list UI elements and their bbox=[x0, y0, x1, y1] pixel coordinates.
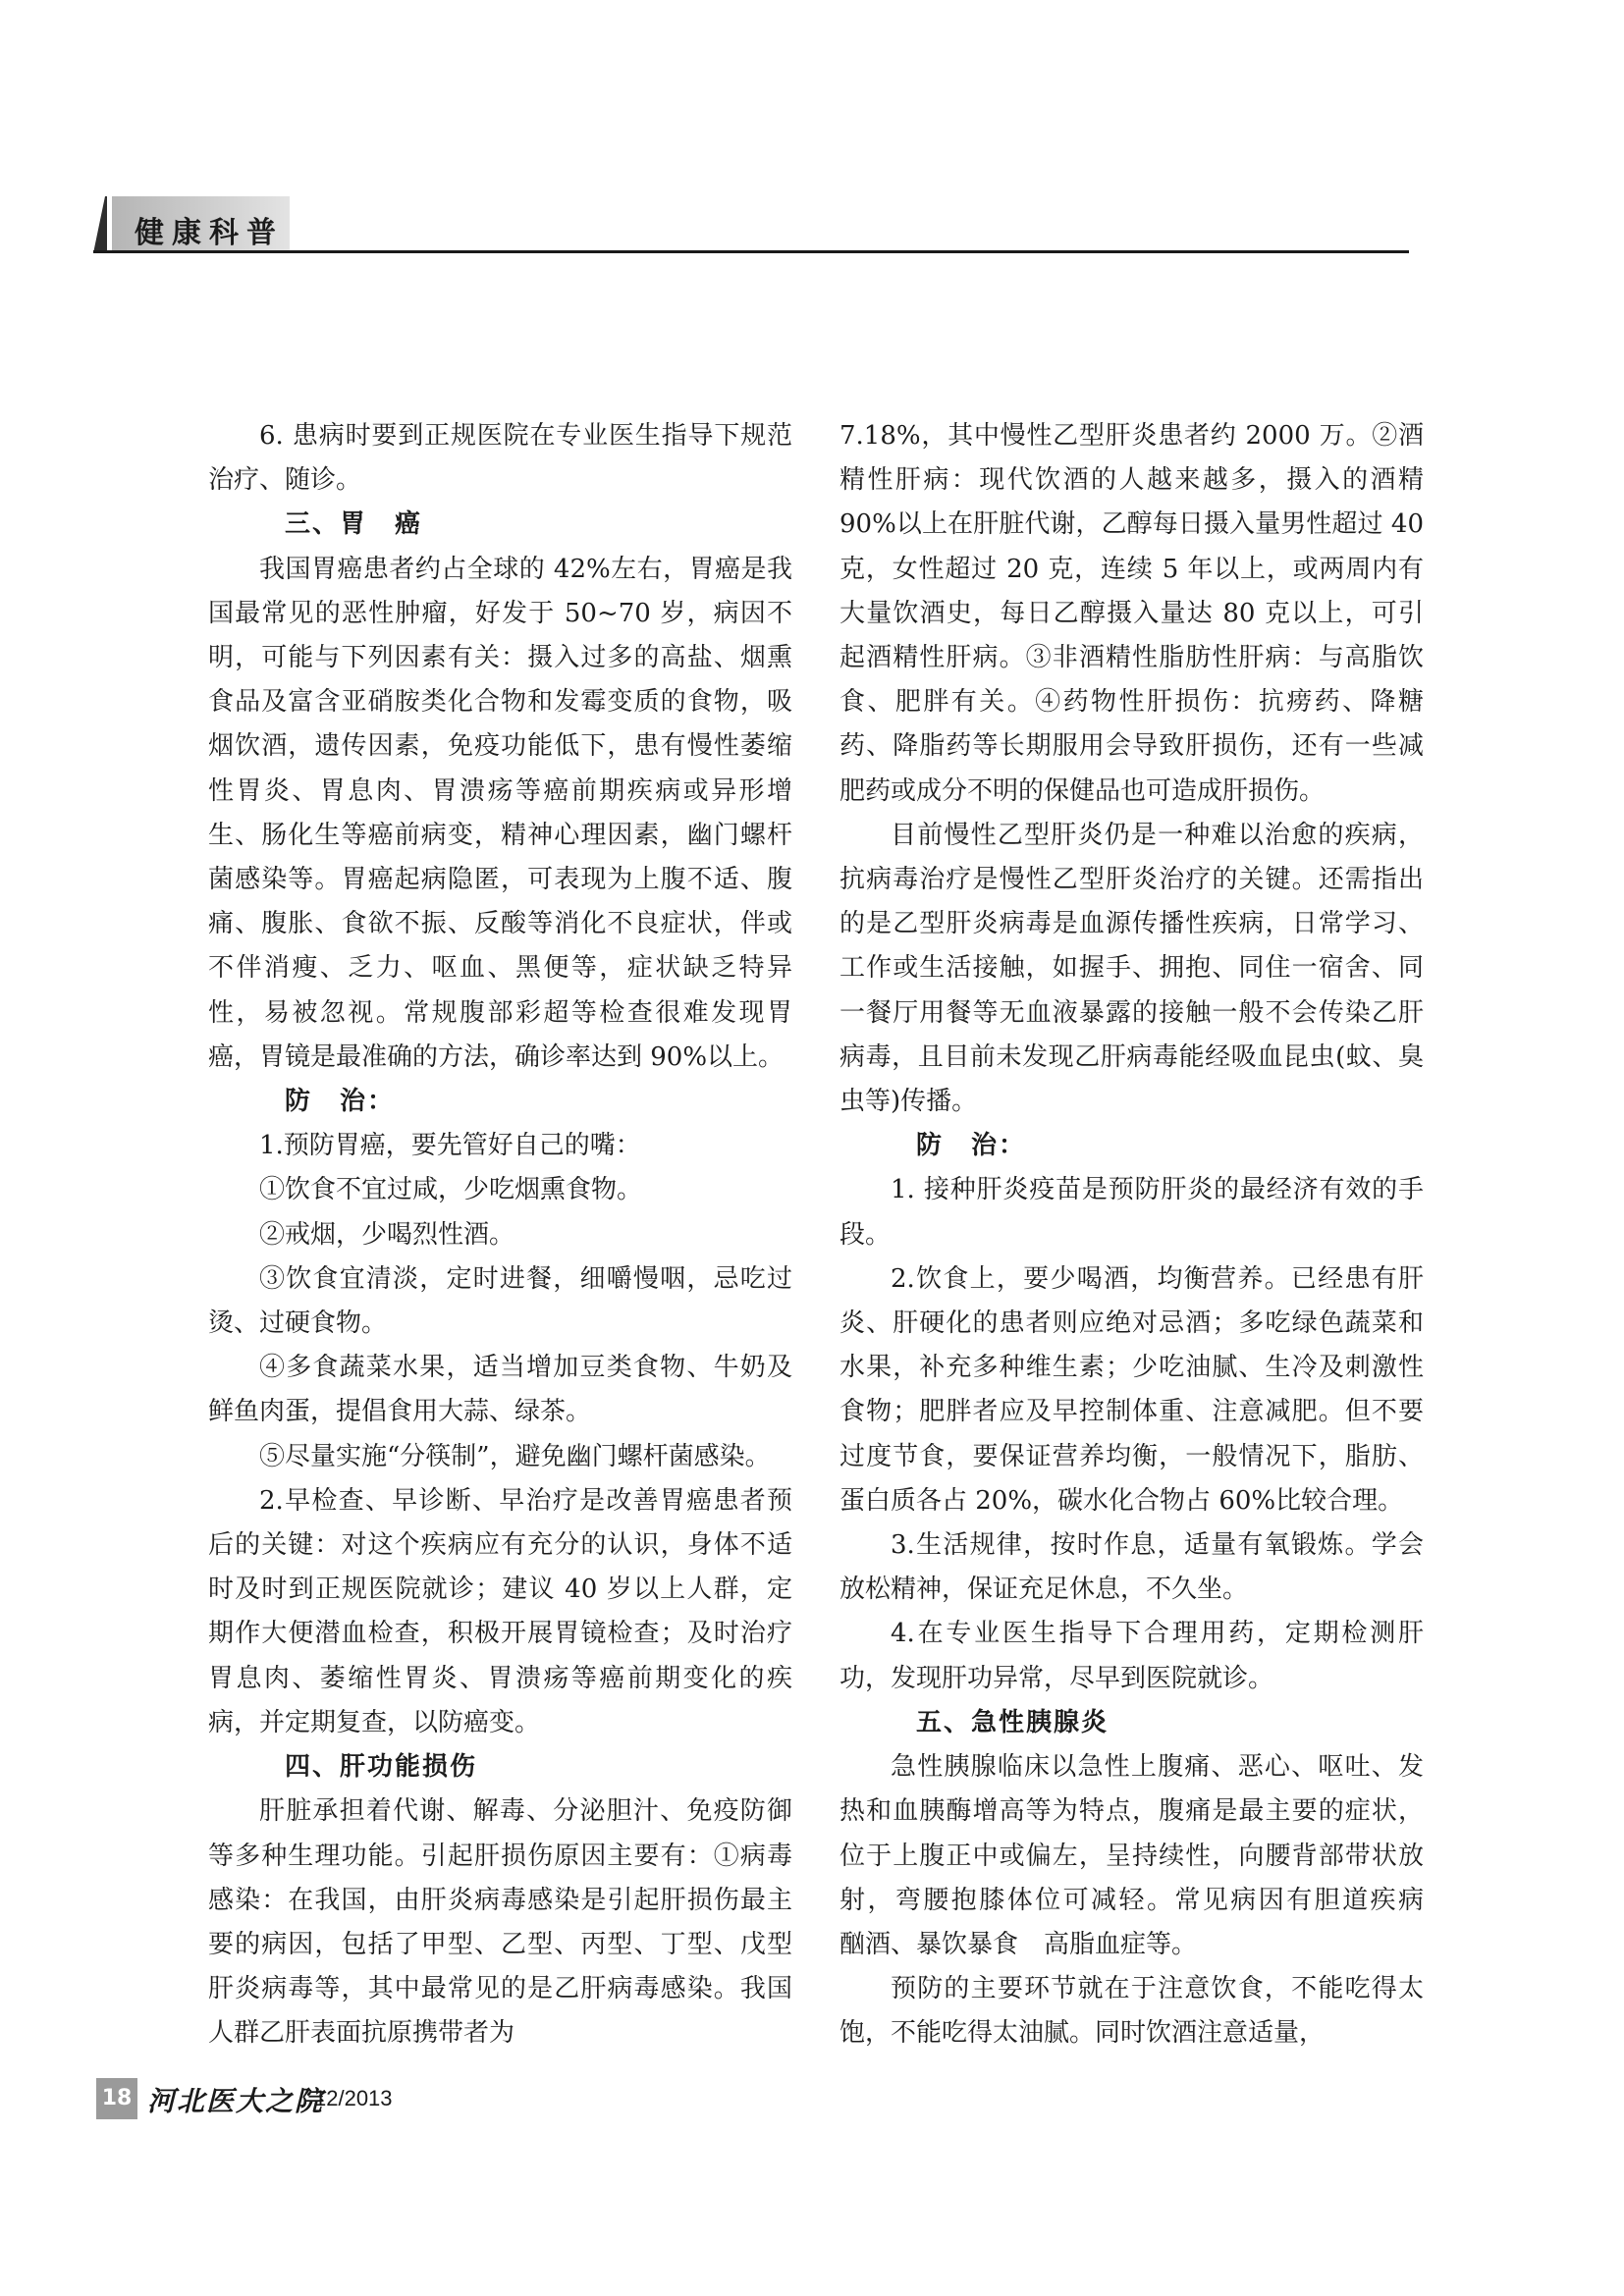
list-item: ③饮食宜清淡，定时进餐，细嚼慢咽，忌吃过烫、过硬食物。 bbox=[208, 1263, 792, 1339]
paragraph: 2.早检查、早诊断、早治疗是改善胃癌患者预后的关键：对这个疾病应有充分的认识，身体不适时及时到正规医院就诊；建议 40 岁以上人群，定期作大便潜血检查，积极开展胃镜检查；及时治疗胃息肉、萎缩性胃炎、胃溃疡等癌前期变化的疾病，并定期复查，以防癌变。 bbox=[208, 1485, 792, 1737]
list-item: ①饮食不宜过咸，少吃烟熏食物。 bbox=[259, 1175, 643, 1205]
paragraph: 急性胰腺临床以急性上腹痛、恶心、呕吐、发热和血胰酶增高等为特点，腹痛是最主要的症状，位于上腹正中或偏左，呈持续性，向腰背部带状放射，弯腰抱膝体位可减轻。常见病因有胆道疾病 酗酒、暴饮暴食 高脂血症等。 bbox=[839, 1752, 1450, 1959]
paragraph: 目前慢性乙型肝炎仍是一种难以治愈的疾病，抗病毒治疗是慢性乙型肝炎治疗的关键。还需指出的是乙型肝炎病毒是血源传播性疾病，日常学习、工作或生活接触，如握手、拥抱、同住一宿舍、同一餐厅用餐等无血液暴露的接触一般不会传染乙肝病毒，且目前未发现乙肝病毒能经吸血昆虫(蚊、臭虫等)传播。 bbox=[839, 820, 1424, 1117]
list-item: ④多食蔬菜水果，适当增加豆类食物、牛奶及鲜鱼肉蛋，提倡食用大蒜、绿茶。 bbox=[208, 1353, 792, 1427]
left-column bbox=[208, 414, 792, 2056]
issue-date: 12/2013 bbox=[314, 2086, 393, 2110]
list-item: 4.在专业医生指导下合理用药，定期检测肝功，发现肝功异常，尽早到医院就诊。 bbox=[839, 1619, 1424, 1693]
paragraph: 预防的主要环节就在于注意饮食，不能吃得太饱，不能吃得太油腻。同时饮酒注意适量， bbox=[839, 1974, 1424, 2049]
subheading-prevention: 防 治： bbox=[916, 1131, 1027, 1161]
publication-name: 河北医大之院 bbox=[147, 2085, 325, 2117]
list-item: ⑤尽量实施“分筷制”，避免幽门螺杆菌感染。 bbox=[259, 1441, 771, 1471]
paragraph: 6. 患病时要到正规医院在专业医生指导下规范治疗、随诊。 bbox=[208, 421, 792, 496]
list-item: 1. 接种肝炎疫苗是预防肝炎的最经济有效的手段。 bbox=[839, 1175, 1424, 1250]
section-heading-stomach-cancer: 三、胃 癌 bbox=[285, 509, 423, 540]
subheading-prevention: 防 治： bbox=[285, 1087, 396, 1117]
right-column bbox=[839, 414, 1450, 2056]
section-header bbox=[93, 196, 1409, 253]
paragraph: 我国胃癌患者约占全球的 42%左右，胃癌是我国最常见的恶性肿瘤，好发于 50~70 岁，病因不明，可能与下列因素有关：摄入过多的高盐、烟熏食品及富含亚硝胺类化合物和发霉变质的食物，吸烟饮酒，遗传因素，免疫功能低下，患有慢性萎缩性胃炎、胃息肉、胃溃疡等癌前期疾病或异形增生、肠化生等癌前病变，精神心理因素，幽门螺杆菌感染等。胃癌起病隐匿，可表现为上腹不适、腹痛、腹胀、食欲不振、反酸等消化不良症状，伴或不伴消瘦、乏力、呕血、黑便等，症状缺乏特异性，易被忽视。常规腹部彩超等检查很难发现胃癌，胃镜是最准确的方法，确诊率达到 90%以上。 bbox=[208, 554, 792, 1072]
section-label: 健康科普 bbox=[135, 216, 284, 250]
list-item: 3.生活规律，按时作息，适量有氧锻炼。学会放松精神，保证充足休息，不久坐。 bbox=[839, 1530, 1424, 1605]
paragraph: 肝脏承担着代谢、解毒、分泌胆汁、免疫防御等多种生理功能。引起肝损伤原因主要有：①病毒感染：在我国，由肝炎病毒感染是引起肝损伤最主要的病因，包括了甲型、乙型、丙型、丁型、戊型肝炎病毒等，其中最常见的是乙肝病毒感染。我国人群乙肝表面抗原携带者为 bbox=[208, 1796, 792, 2049]
paragraph: 7.18%，其中慢性乙型肝炎患者约 2000 万。②酒精性肝病：现代饮酒的人越来越多，摄入的酒精 90%以上在肝脏代谢，乙醇每日摄入量男性超过 40 克，女性超过 20 克，连续 5 年以上，或两周内有大量饮酒史，每日乙醇摄入量达 80 克以上，可引起酒精性肝病。③非酒精性脂肪性肝病：与高脂饮食、肥胖有关。④药物性肝损伤：抗痨药、降糖药、降脂药等长期服用会导致肝损伤，还有一些减肥药或成分不明的保健品也可造成肝损伤。 bbox=[839, 421, 1424, 806]
list-item: ②戒烟，少喝烈性酒。 bbox=[259, 1219, 515, 1250]
section-heading-pancreatitis: 五、急性胰腺炎 bbox=[916, 1707, 1110, 1737]
section-heading-liver-damage: 四、肝功能损伤 bbox=[285, 1752, 478, 1783]
paragraph: 1.预防胃癌，要先管好自己的嘴： bbox=[259, 1131, 641, 1161]
page-number: 18 bbox=[96, 2078, 137, 2119]
header-rule bbox=[93, 250, 1409, 253]
list-item: 2.饮食上，要少喝酒，均衡营养。已经患有肝炎、肝硬化的患者则应绝对忌酒；多吃绿色蔬菜和水果，补充多种维生素；少吃油腻、生冷及刺激性食物；肥胖者应及早控制体重、注意减肥。但不要过度节食，要保证营养均衡，一般情况下，脂肪、蛋白质各占 20%，碳水化合物占 60%比较合理。 bbox=[839, 1263, 1424, 1516]
